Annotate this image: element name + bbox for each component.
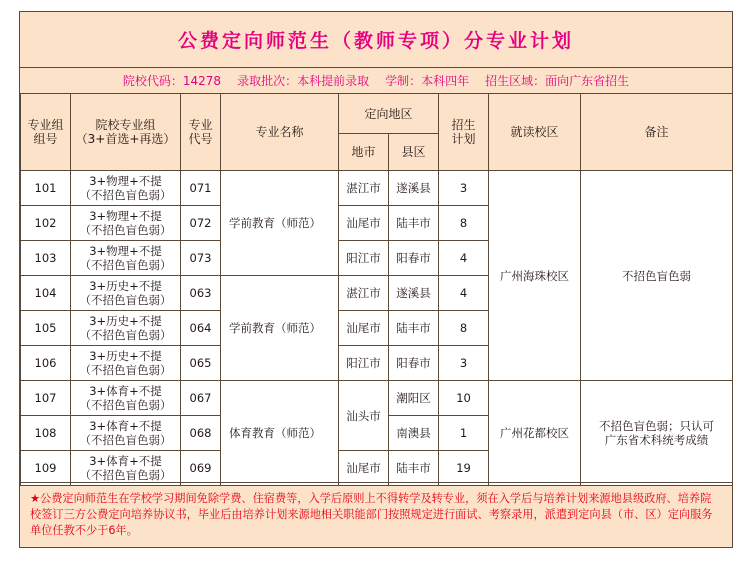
city-cell: 汕尾市 — [339, 311, 389, 346]
group-cell: 109 — [21, 451, 71, 486]
plan-cell: 3 — [439, 171, 489, 206]
header-group: 专业组 组号 — [21, 94, 71, 171]
header-major-code: 专业 代号 — [181, 94, 221, 171]
campus-cell: 广州花都校区 — [489, 381, 581, 486]
city-cell: 湛江市 — [339, 276, 389, 311]
subject-cell: 3+体育+不提 （不招色盲色弱） — [71, 416, 181, 451]
footnote: ★公费定向师范生在学校学习期间免除学费、住宿费等，入学后原则上不得转学及转专业，须在入学后与培养计划来源地县级政府、培养院校签订三方公费定向培养协议书，毕业后由培养计划来源地相关职能部门按照规定进行面试、考察录用，派遣到定向县（市、区）定向服务单位任教不少于6年。 — [20, 482, 732, 547]
study-duration: 学制：本科四年 — [385, 73, 470, 88]
city-cell: 阳江市 — [339, 346, 389, 381]
plan-cell: 4 — [439, 276, 489, 311]
header-remark: 备注 — [581, 94, 733, 171]
code-cell: 073 — [181, 241, 221, 276]
header-county: 县区 — [389, 134, 439, 171]
table-row — [21, 171, 733, 206]
header-city: 地市 — [339, 134, 389, 171]
plan-cell: 8 — [439, 311, 489, 346]
group-cell: 106 — [21, 346, 71, 381]
subject-cell: 3+历史+不提 （不招色盲色弱） — [71, 311, 181, 346]
code-cell: 072 — [181, 206, 221, 241]
group-cell: 104 — [21, 276, 71, 311]
plan-cell: 19 — [439, 451, 489, 486]
school-code: 院校代码：14278 — [122, 73, 222, 88]
plan-cell: 8 — [439, 206, 489, 241]
county-cell: 陆丰市 — [389, 206, 439, 241]
plan-cell: 4 — [439, 241, 489, 276]
group-cell: 107 — [21, 381, 71, 416]
code-cell: 067 — [181, 381, 221, 416]
major-cell: 学前教育（师范） — [221, 276, 339, 381]
city-cell: 汕头市 — [339, 381, 389, 451]
page-title: 公费定向师范生（教师专项）分专业计划 — [20, 12, 732, 68]
header-plan: 招生 计划 — [439, 94, 489, 171]
header-campus: 就读校区 — [489, 94, 581, 171]
subject-cell: 3+历史+不提 （不招色盲色弱） — [71, 346, 181, 381]
code-cell: 063 — [181, 276, 221, 311]
county-cell: 阳春市 — [389, 346, 439, 381]
plan-sheet — [19, 11, 733, 548]
county-cell: 遂溪县 — [389, 276, 439, 311]
header-area: 定向地区 — [339, 94, 439, 134]
major-cell: 学前教育（师范） — [221, 171, 339, 276]
enrollment-region: 招生区域：面向广东省招生 — [485, 73, 630, 88]
group-cell: 103 — [21, 241, 71, 276]
group-cell: 108 — [21, 416, 71, 451]
table-row — [21, 381, 733, 416]
plan-cell: 10 — [439, 381, 489, 416]
code-cell: 068 — [181, 416, 221, 451]
plan-table — [20, 93, 733, 486]
code-cell: 069 — [181, 451, 221, 486]
county-cell: 南澳县 — [389, 416, 439, 451]
city-cell: 湛江市 — [339, 171, 389, 206]
county-cell: 陆丰市 — [389, 451, 439, 486]
subject-cell: 3+体育+不提 （不招色盲色弱） — [71, 381, 181, 416]
subject-cell: 3+历史+不提 （不招色盲色弱） — [71, 276, 181, 311]
group-cell: 105 — [21, 311, 71, 346]
info-bar — [20, 67, 732, 94]
plan-cell: 1 — [439, 416, 489, 451]
group-cell: 102 — [21, 206, 71, 241]
major-cell: 体育教育（师范） — [221, 381, 339, 486]
city-cell: 阳江市 — [339, 241, 389, 276]
admission-batch: 录取批次：本科提前录取 — [237, 73, 370, 88]
remark-cell: 不招色盲色弱 — [581, 171, 733, 381]
plan-cell: 3 — [439, 346, 489, 381]
group-cell: 101 — [21, 171, 71, 206]
remark-cell: 不招色盲色弱；只认可 广东省术科统考成绩 — [581, 381, 733, 486]
county-cell: 阳春市 — [389, 241, 439, 276]
county-cell: 潮阳区 — [389, 381, 439, 416]
code-cell: 064 — [181, 311, 221, 346]
subject-cell: 3+体育+不提 （不招色盲色弱） — [71, 451, 181, 486]
city-cell: 汕尾市 — [339, 206, 389, 241]
subject-cell: 3+物理+不提 （不招色盲色弱） — [71, 206, 181, 241]
code-cell: 065 — [181, 346, 221, 381]
header-major-name: 专业名称 — [221, 94, 339, 171]
campus-cell: 广州海珠校区 — [489, 171, 581, 381]
county-cell: 陆丰市 — [389, 311, 439, 346]
city-cell: 汕尾市 — [339, 451, 389, 486]
subject-cell: 3+物理+不提 （不招色盲色弱） — [71, 171, 181, 206]
code-cell: 071 — [181, 171, 221, 206]
header-subject-group: 院校专业组 （3+首选+再选） — [71, 94, 181, 171]
county-cell: 遂溪县 — [389, 171, 439, 206]
subject-cell: 3+物理+不提 （不招色盲色弱） — [71, 241, 181, 276]
